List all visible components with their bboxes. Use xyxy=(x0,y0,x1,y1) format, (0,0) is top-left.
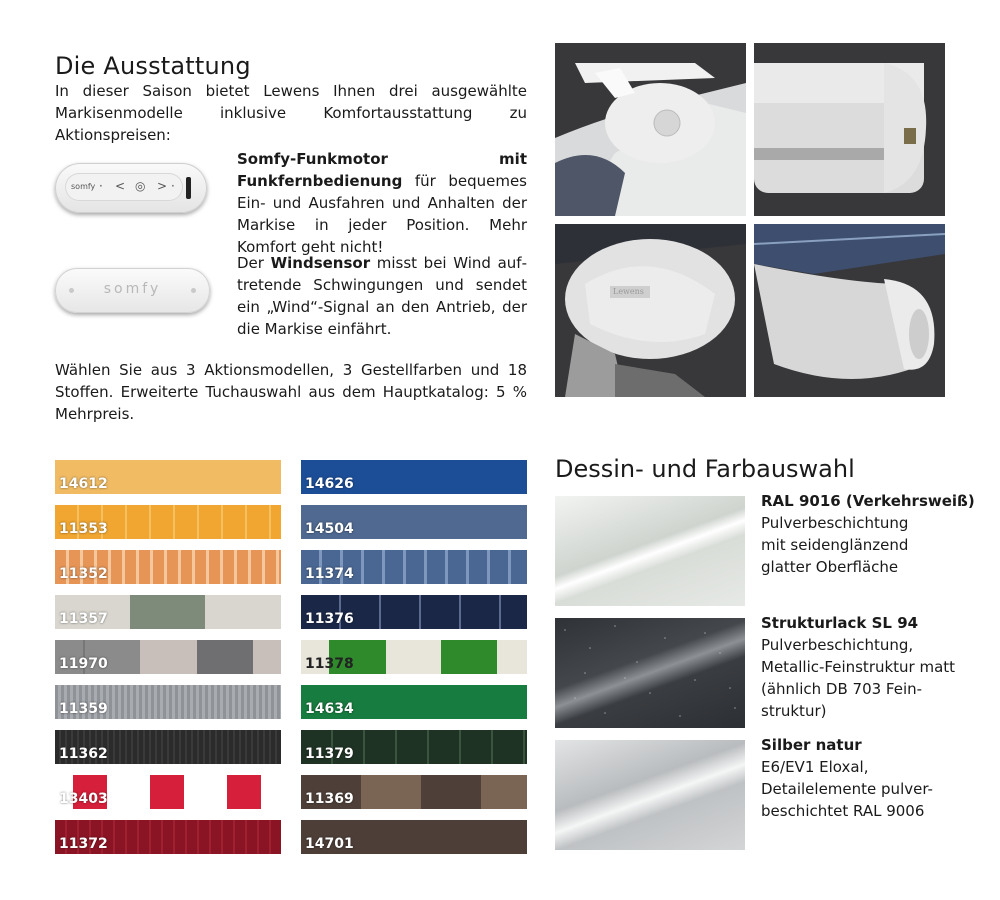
swatch xyxy=(301,505,527,539)
swatch-code: 11970 xyxy=(59,656,108,672)
finish-structure-text xyxy=(761,612,991,722)
photo-brand-label: Lewens xyxy=(613,287,644,296)
swatch xyxy=(301,640,527,674)
swatch xyxy=(301,820,527,854)
finish-line: Pulverbeschichtung, xyxy=(761,636,914,654)
swatch xyxy=(55,505,281,539)
swatch-code: 11379 xyxy=(305,746,354,762)
finish-sample-structure xyxy=(555,618,745,728)
remote-stop-icon: ◎ xyxy=(135,179,146,193)
remote-button-panel xyxy=(65,173,183,201)
intro-text: In dieser Saison bietet Lewens Ihnen drei ausgewählte Markisenmodelle inklusive Komfortausstattung zu Aktionspreisen: xyxy=(55,82,527,144)
finish-line: Pulverbeschichtung xyxy=(761,514,909,532)
finish-title: Strukturlack SL 94 xyxy=(761,614,919,632)
feature-remote-title: Somfy-Funkmotor mit Funkfernbedienung xyxy=(237,150,527,190)
finish-sample-white xyxy=(555,496,745,606)
remote-brand: somfy xyxy=(71,182,96,191)
finish-line: Metallic-Feinstruktur matt xyxy=(761,658,956,676)
finish-line: mit seidenglänzend xyxy=(761,536,909,554)
swatch-code: 11362 xyxy=(59,746,108,762)
photo-arm-joint xyxy=(555,224,746,397)
finish-line: glatter Oberfläche xyxy=(761,558,899,576)
remote-control-image xyxy=(55,163,207,213)
swatch-code: 14626 xyxy=(305,476,354,492)
swatch-code: 11378 xyxy=(305,656,354,672)
feature-wind-title: Windsensor xyxy=(270,254,371,272)
finish-line: Detailelemente pulver- xyxy=(761,780,933,798)
finish-title: Silber natur xyxy=(761,736,862,754)
swatch xyxy=(301,685,527,719)
swatch-code: 14504 xyxy=(305,521,354,537)
finish-line: struktur) xyxy=(761,702,827,720)
swatch-code: 14634 xyxy=(305,701,354,717)
swatch xyxy=(55,550,281,584)
wind-sensor-image xyxy=(55,268,210,313)
screw-icon xyxy=(191,288,196,293)
swatch xyxy=(55,820,281,854)
swatch-code: 11372 xyxy=(59,836,108,852)
photo-cassette-open xyxy=(754,224,945,397)
page-title: Die Ausstattung xyxy=(55,52,251,81)
swatch xyxy=(301,550,527,584)
finish-silver-text xyxy=(761,734,991,822)
sensor-logo: somfy xyxy=(103,281,162,297)
feature-remote-body: für bequemes Ein- und Ausfahren und Anhalten der Markise in jeder Position. Mehr Komfort geht nicht! xyxy=(237,172,527,256)
finish-sample-silver xyxy=(555,740,745,850)
swatch-code: 11369 xyxy=(305,791,354,807)
finish-line: (ähnlich DB 703 Fein- xyxy=(761,680,923,698)
swatch-code: 14612 xyxy=(59,476,108,492)
swatch-code: 13403 xyxy=(59,791,108,807)
swatch xyxy=(301,595,527,629)
swatch-code: 11359 xyxy=(59,701,108,717)
swatch xyxy=(55,595,281,629)
feature-wind-body: misst bei Wind auftretende Schwingungen und sendet ein „Wind“-Signal an den Antrieb, der die Markise einfährt. xyxy=(237,254,527,338)
feature-remote-text xyxy=(237,148,527,258)
remote-dot-icon: · xyxy=(99,179,103,193)
swatch xyxy=(301,730,527,764)
feature-wind-pre: Der xyxy=(237,254,271,272)
swatch xyxy=(301,460,527,494)
feature-wind-text xyxy=(237,252,527,340)
finish-white-text xyxy=(761,490,991,578)
closing-text: Wählen Sie aus 3 Aktionsmodellen, 3 Gestellfarben und 18 Stoffen. Erweiterte Tuchauswahl aus dem Hauptkatalog: 5 % Mehrpreis. xyxy=(55,361,527,423)
swatch-code: 11353 xyxy=(59,521,108,537)
swatch xyxy=(55,730,281,764)
swatch-code: 14701 xyxy=(305,836,354,852)
finish-line: E6/EV1 Eloxal, xyxy=(761,758,869,776)
remote-left-icon: < xyxy=(115,179,126,193)
swatch xyxy=(55,775,281,809)
swatch xyxy=(55,460,281,494)
remote-indicator-icon xyxy=(186,177,191,199)
finish-title: RAL 9016 (Verkehrsweiß) xyxy=(761,492,975,510)
photo-cassette-end xyxy=(754,43,945,216)
photo-motor-cap xyxy=(555,43,746,216)
swatch xyxy=(301,775,527,809)
swatch-code: 11357 xyxy=(59,611,108,627)
finish-line: beschichtet RAL 9006 xyxy=(761,802,925,820)
swatch xyxy=(55,640,281,674)
swatch-code: 11374 xyxy=(305,566,354,582)
section-title-colours: Dessin- und Farbauswahl xyxy=(555,455,855,483)
remote-dot-icon: · xyxy=(171,179,175,193)
swatch-code: 11352 xyxy=(59,566,108,582)
remote-right-icon: > xyxy=(157,179,168,193)
swatch xyxy=(55,685,281,719)
swatch-code: 11376 xyxy=(305,611,354,627)
